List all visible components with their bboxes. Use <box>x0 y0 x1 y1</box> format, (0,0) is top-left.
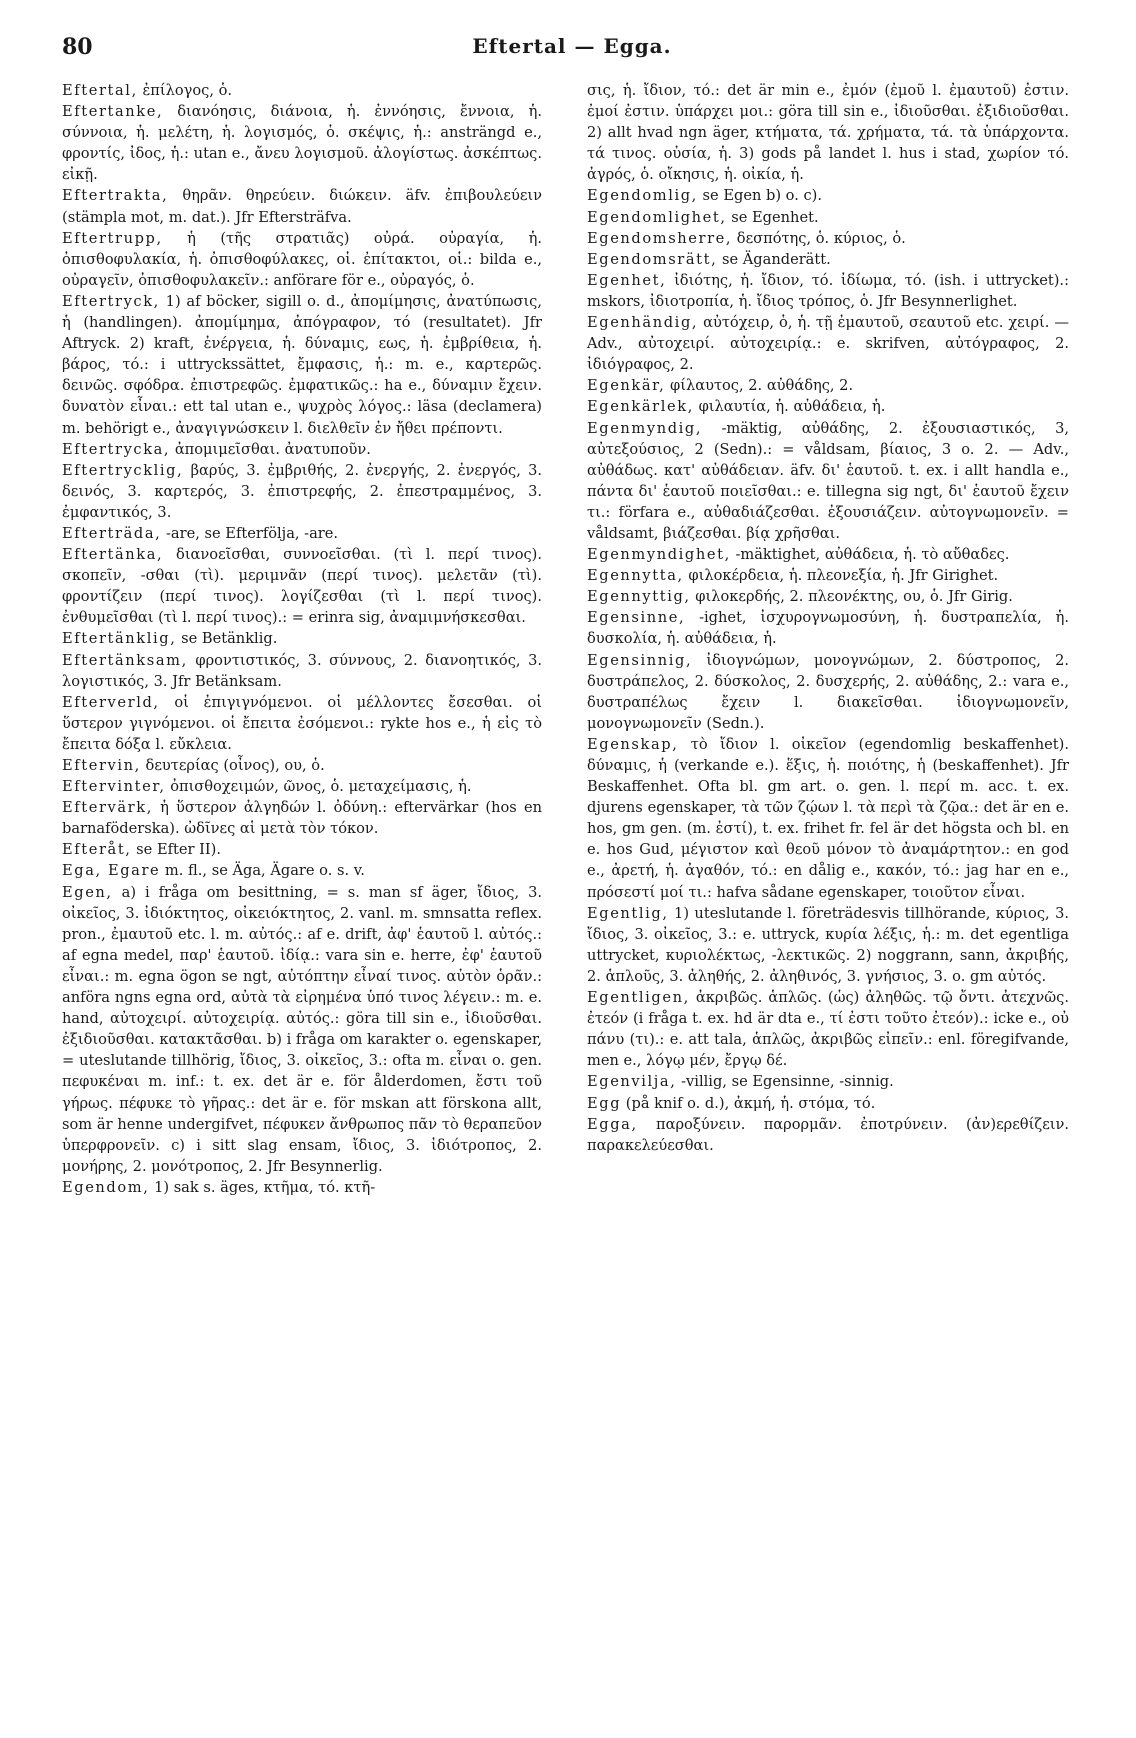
entry-headword: Egenkärlek, <box>587 398 694 416</box>
entry-definition: ἀκριβῶς. ἁπλῶς. (ὡς) ἀληθῶς. τῷ ὄντι. ἀτεχνῶς. ἐτεόν (i fråga t. ex. hd är dta e., τί ἐστι τοῦτο ἐτεόν).: icke e., οὐ πάνυ (τι).: e. att tala, ἁπλῶς, ἀκριβῶς εἰπεῖν.: enl. föregifvande, men e., λόγῳ μέν, ἔργῳ δέ. <box>587 989 1069 1070</box>
dictionary-entry <box>587 650 1069 734</box>
entry-headword: Egenvilja, <box>587 1073 677 1091</box>
dictionary-entry <box>587 249 1069 270</box>
entry-definition: ἰδιογνώμων, μονογνώμων, 2. δύστροπος, 2. δυστράπελος, 2. δύσκολος, 2. δυσχερής, 2. αὐθάδης, 2.: vara e., δυστραπέλως ἔχειν l. διακεῖσθαι. ἰδιογνωμονεῖν, μονογνωμονεῖν (Sedn.). <box>587 651 1069 732</box>
entry-definition: se Efter II). <box>131 841 221 859</box>
entry-definition: se Egenhet. <box>726 208 819 226</box>
dictionary-entry <box>62 228 542 291</box>
dictionary-entry <box>587 396 1069 417</box>
entry-headword: Egendomlig, <box>587 187 698 205</box>
dictionary-entry <box>587 375 1069 396</box>
dictionary-entry <box>62 1177 542 1198</box>
entry-definition: ὀπισθοχειμών, ῶνος, ὁ. μεταχείμασις, ἡ. <box>165 778 472 796</box>
entry-definition: διανοεῖσθαι, συννοεῖσθαι. (τὶ l. περί τινος). σκοπεῖν, -σθαι (τὶ). μεριμνᾶν (περί τινος). μελετᾶν (τὶ). φροντίζειν (περί τινος). λογίζεσθαι (τὶ l. περί τινος). ἐνθυμεῖσθαι (τὶ l. περί τινος).: = erinra sig, ἀναμιμνήσκεσθαι. <box>62 546 542 627</box>
dictionary-entry <box>62 185 542 227</box>
entry-definition: βαρύς, 3. ἐμβριθής, 2. ἐνεργής, 2. ἐνεργός, 3. δεινός, 3. καρτερός, 3. ἐπιστρεφής, 2. ἐπεστραμμένος, 3. ἐμφαντικός, 3. <box>62 461 542 521</box>
entry-definition: φροντιστικός, 3. σύννους, 2. διανοητικός, 3. λογιστικός, 3. Jfr Betänksam. <box>62 651 542 690</box>
entry-headword: Ega, Egare <box>62 862 161 880</box>
dictionary-entry <box>587 734 1069 903</box>
dictionary-entry <box>62 460 542 523</box>
entry-headword: Egenhändig, <box>587 314 699 332</box>
entry-headword: Eftertrycka, <box>62 440 171 458</box>
entry-definition: δευτερίας (οἶνος), ου, ὁ. <box>140 757 325 774</box>
entry-definition: ἀπομιμεῖσθαι. ἀνατυποῦν. <box>170 440 371 458</box>
entry-definition: φιλοκερδής, 2. πλεονέκτης, ου, ὁ. Jfr Girig. <box>690 588 1013 606</box>
dictionary-entry <box>587 185 1069 206</box>
entry-headword: Egenmyndighet, <box>587 546 731 564</box>
entry-definition: ἡ (τῆς στρατιᾶς) οὐρά. οὐραγία, ἡ. ὀπισθοφυλακία, ἡ. ὀπισθοφύλακες, οἱ. ἐπίτακτοι, οἱ.: bilda e., οὐραγεῖν, ὀπισθοφυλακεῖν.: anförare för e., οὐραγός, ὁ. <box>62 229 542 289</box>
dictionary-entry <box>587 418 1069 545</box>
entry-headword: Egenkär, <box>587 377 666 395</box>
entry-definition: se Betänklig. <box>176 630 278 648</box>
dictionary-entry <box>587 1093 1069 1114</box>
dictionary-entry <box>62 692 542 755</box>
entry-definition: 1) af böcker, sigill o. d., ἀπομίμησις, ἀνατύπωσις, ἡ (handlingen). ἀπομίμημα, ἀπόγραφον, τό (resultatet). Jfr Aftryck. 2) kraft, ἐνέργεια, ἡ. δύναμις, εως, ἡ. ἐμβρίθεια, ἡ. βάρος, τό.: i uttryckssättet, ἔμφασις, ἡ.: m. e., καρτερῶς. δεινῶς. σφόδρα. ἐπιστρεφῶς. ἐμφατικῶς.: ha e., δύναμιν ἔχειν. δυνατὸν εἶναι.: ett tal utan e., ψυχρὸς λόγος.: läsa (declamera) m. behörigt e., ἀναγιγνώσκειν l. διελθεῖν ἐν ἤθει πρέποντι. <box>62 292 542 437</box>
entry-headword: Eftertrycklig, <box>62 461 184 479</box>
dictionary-entry <box>587 1114 1069 1156</box>
entry-definition: ἐπίλογος, ὁ. <box>137 82 233 99</box>
dictionary-entry <box>62 755 542 776</box>
entry-headword: Eftertanke, <box>62 103 164 121</box>
entry-definition: θηρᾶν. θηρεύειν. διώκειν. äfv. ἐπιβουλεύειν (stämpla mot, m. dat.). Jfr Eftersträfva. <box>62 187 542 226</box>
entry-headword: Egennyttig, <box>587 588 691 606</box>
dictionary-entry <box>587 228 1069 249</box>
entry-headword: Egenmyndig, <box>587 419 703 437</box>
entry-headword: Efterverld, <box>62 693 160 711</box>
dictionary-entry <box>62 291 542 439</box>
dictionary-entry <box>62 797 542 839</box>
entry-definition: αὐτόχειρ, ὁ, ἡ. τῇ ἐμαυτοῦ, σεαυτοῦ etc. χειρί. — Adv., αὐτοχειρί. αὐτοχειρίᾳ.: e. skrifven, αὐτόγραφος, 2. ἰδιόγραφος, 2. <box>587 314 1069 374</box>
dictionary-entry <box>587 987 1069 1071</box>
entry-definition: -mäktighet, αὐθάδεια, ἡ. τὸ αὔθαδες. <box>730 546 1010 564</box>
dictionary-entry <box>587 565 1069 586</box>
entry-definition: -are, se Efterfölja, -are. <box>161 524 339 542</box>
entry-definition: τὸ ἴδιον l. οἰκεῖον (egendomlig beskaffenhet). δύναμις, ἡ (verkande e.). ἕξις, ἡ. ποιότης, ἡ (beskaffenhet). Jfr Beskaffenhet. Ofta bl. gm art. o. gen. l. περί m. acc. t. ex. djurens egenskaper, τὰ τῶν ζῴων l. τὰ περὶ τὰ ζῷα.: det är en e. hos, gm gen. (m. ἐστί), t. ex. frihet fr. fel är det högsta och bl. en e. hos Gud, μέγιστον καὶ θεοῦ μόνον τὸ ἀναμάρτητον.: en god e., ἀρετή, ἡ. ἀγαθόν, τό.: en dålig e., κακόν, τό.: jag har en e., πρόσεστί μοί τι.: hafva sådane egenskaper, τοιοῦτον εἶναι. <box>587 735 1069 901</box>
entry-definition: se Äganderätt. <box>717 250 831 268</box>
dictionary-entry <box>587 270 1069 312</box>
page-header <box>62 34 1082 68</box>
dictionary-entry <box>587 207 1069 228</box>
entry-definition: φιλαυτία, ἡ. αὐθάδεια, ἡ. <box>693 398 886 416</box>
entry-headword: Efterträda, <box>62 524 162 542</box>
entry-headword: Egenskap, <box>587 735 679 753</box>
dictionary-entry <box>587 312 1069 375</box>
entry-definition: m. fl., se Äga, Ägare o. s. v. <box>160 862 365 880</box>
dictionary-entry <box>62 439 542 460</box>
entry-headword: Eftertrupp, <box>62 229 163 247</box>
entry-definition: φίλαυτος, 2. αὐθάδης, 2. <box>665 377 854 395</box>
entry-headword: Eftervin, <box>62 757 141 774</box>
page-number: 80 <box>62 34 93 60</box>
entry-definition: (på knif o. d.), ἀκμή, ἡ. στόμα, τό. <box>621 1094 876 1112</box>
entry-headword: Eftertrakta, <box>62 187 169 205</box>
dictionary-entry <box>62 650 542 692</box>
entry-headword: Egennytta, <box>587 567 684 585</box>
dictionary-entry <box>62 628 542 649</box>
dictionary-entry <box>62 544 542 628</box>
entry-definition: 1) sak s. äges, κτῆμα, τό. κτῆ- <box>149 1178 376 1196</box>
dictionary-entry <box>62 860 542 881</box>
dictionary-entry <box>62 839 542 860</box>
entry-definition: οἱ ἐπιγιγνόμενοι. οἱ μέλλοντες ἔσεσθαι. οἱ ὕστερον γιγνόμενοι. οἱ ἔπειτα ἐσόμενοι.: rykte hos e., ἡ εἰς τὸ ἔπειτα δόξα l. εὔκλεια. <box>62 693 542 753</box>
entry-headword: Egendom, <box>62 1178 150 1196</box>
entry-headword: Egentligen, <box>587 989 690 1007</box>
entry-headword: Egg <box>587 1094 622 1112</box>
entry-headword: Eftervärk, <box>62 799 153 817</box>
dictionary-entry <box>62 882 542 1177</box>
entry-definition: -villig, se Egensinne, -sinnig. <box>676 1073 894 1091</box>
entry-headword: Egendomsrätt, <box>587 250 718 268</box>
entry-headword: Eftertänksam, <box>62 651 188 669</box>
entry-definition: διανόησις, διάνοια, ἡ. ἐννόησις, ἔννοια, ἡ. σύννοια, ἡ. μελέτη, ἡ. λογισμός, ὁ. σκέψις, ἡ.: ansträngd e., φροντίς, ἰδος, ἡ.: utan e., ἄνευ λογισμοῦ. ἀλογίστως. ἀσκέπτως. εἰκῇ. <box>62 103 542 184</box>
entry-headword: Egendomsherre, <box>587 229 733 247</box>
entry-headword: Egensinne, <box>587 609 686 627</box>
entry-definition: ἡ ὕστερον ἀλγηδών l. ὀδύνη.: eftervärkar (hos en barnaföderska). ὠδῖνες αἱ μετὰ τὸν τόκον. <box>62 799 542 838</box>
dictionary-entry <box>62 523 542 544</box>
left-column <box>62 80 542 1198</box>
dictionary-entry <box>587 903 1069 987</box>
entry-headword: Egendomlighet, <box>587 208 727 226</box>
entry-headword: Egen, <box>62 883 113 901</box>
entry-definition: se Egen b) o. c). <box>697 187 822 205</box>
dictionary-entry <box>587 586 1069 607</box>
dictionary-entry <box>587 1071 1069 1092</box>
entry-definition: a) i fråga om besittning, = s. man sf äger, ἴδιος, 3. οἰκεῖος, 3. ἰδιόκτητος, οἰκειόκτητος, 2. vanl. m. smnsatta reflex. pron., ἐμαυτοῦ etc. l. m. αὐτός.: af e. drift, ἀφ' ἑαυτοῦ l. αὐτός.: af egna medel, παρ' ἑαυτοῦ. ἰδίᾳ.: vara sin e. herre, ἐφ' ἑαυτοῦ εἶναι.: m. egna ögon se ngt, αὐτόπτην εἶναί τινος. αὐτὸν ὁρᾶν.: anföra ngns egna ord, αὐτὰ τὰ εἰρημένα ὑπό τινος λέγειν.: m. e. hand, αὐτοχειρί. αὐτοχειρίᾳ. αὐτός.: göra till sin e., ἰδιοῦσθαι. ἐξιδιοῦσθαι. κατακτᾶσθαι. b) i fråga om karakter o. egenskaper, = uteslutande tillhörig, ἴδιος, 3. οἰκεῖος, 3.: ofta m. εἶναι o. gen. πεφυκέναι m. inf.: t. ex. det är e. för ålderdomen, ἔστι τοῦ γήρως. πέφυκε τὸ γῆρας.: det är e. för mskan att förskona allt, som är henne undergifvet, πέφυκεν ἄνθρωπος πᾶν τὸ θεραπεῦον ὑπερφρονεῖν. c) i sitt slag ensam, ἴδιος, 3. ἰδιότροπος, 2. μονήρης, 2. μονότροπος, 2. Jfr Besynnerlig. <box>62 883 542 1175</box>
running-head: Eftertal — Egga. <box>472 34 672 58</box>
dictionary-entry <box>62 80 542 101</box>
entry-definition: παροξύνειν. παρορμᾶν. ἐποτρύνειν. (ἀν)ερεθίζειν. παρακελεύεσθαι. <box>587 1115 1069 1154</box>
dictionary-entry <box>62 101 542 185</box>
entry-headword: Eftervinter, <box>62 778 166 796</box>
right-column <box>587 80 1069 1156</box>
entry-headword: Eftertänklig, <box>62 630 177 648</box>
entry-headword: Egentlig, <box>587 904 669 922</box>
entry-headword: Efteråt, <box>62 841 132 859</box>
entry-definition: δεσπότης, ὁ. κύριος, ὁ. <box>732 229 906 247</box>
dictionary-entry <box>62 776 542 797</box>
entry-headword: Eftertal, <box>62 82 138 99</box>
entry-headword: Eftertänka, <box>62 546 164 564</box>
entry-definition: -mäktig, αὐθάδης, 2. ἐξουσιαστικός, 3, αὐτεξούσιος, 2 (Sedn).: = våldsam, βίαιος, 3 o. 2. — Adv., αὐθάδως. κατ' αὐθάδειαν. äfv. δι' ἑαυτοῦ. t. ex. i allt handla e., πάντα δι' ἑαυτοῦ ποιεῖσθαι.: e. tillegna sig ngt, δι' ἑαυτοῦ ἔχειν τι.: förfara e., αὐθαδιάζεσθαι. ἐξουσιάζειν. αὐτογνωμονεῖν. = våldsamt, βιάζεσθαι. βίᾳ χρῆσθαι. <box>587 419 1069 542</box>
entry-definition: σις, ἡ. ἴδιον, τό.: det är min e., ἐμόν (ἐμοῦ l. ἐμαυτοῦ) ἐστιν. ἐμοί ἐστιν. ὑπάρχει μοι.: göra till sin e., ἰδιοῦσθαι. ἐξιδιοῦσθαι. 2) allt hvad ngn äger, κτήματα, τά. χρήματα, τά. τὰ ὑπάρχοντα. τά τινος. οὐσία, ἡ. 3) gods på landet l. hus i stad, χωρίον τό. ἀγρός, ὁ. οἴκησις, ἡ. οἰκία, ἡ. <box>587 82 1069 184</box>
entry-headword: Egensinnig, <box>587 651 693 669</box>
entry-definition: -ighet, ἰσχυρογνωμοσύνη, ἡ. δυστραπελία, ἡ. δυσκολία, ἡ. αὐθάδεια, ἡ. <box>587 609 1069 648</box>
entry-headword: Egenhet, <box>587 271 667 289</box>
entry-definition: ἰδιότης, ἡ. ἴδιον, τό. ἰδίωμα, τό. (ish. i uttrycket).: mskors, ἰδιοτροπία, ἡ. ἴδιος τρόπος, ὁ. Jfr Besynnerlighet. <box>587 271 1069 310</box>
dictionary-entry <box>587 544 1069 565</box>
dictionary-entry <box>587 607 1069 649</box>
entry-definition: 1) uteslutande l. företrädesvis tillhörande, κύριος, 3. ἴδιος, 3. οἰκεῖος, 3.: e. uttryck, κυρία λέξις, ἡ.: m. det egentliga uttrycket, κυριολέκτως, -λεκτικῶς. 2) noggrann, sann, ἀκριβής, 2. ἁπλοῦς, 3. ἀληθής, 2. ἀληθινός, 3. γνήσιος, 3. o. gm αὐτός. <box>587 904 1069 985</box>
entry-headword: Egga, <box>587 1115 638 1133</box>
entry-definition: φιλοκέρδεια, ἡ. πλεονεξία, ἡ. Jfr Girighet. <box>683 567 999 585</box>
entry-headword: Eftertryck, <box>62 292 160 310</box>
dictionary-entry <box>587 80 1069 185</box>
